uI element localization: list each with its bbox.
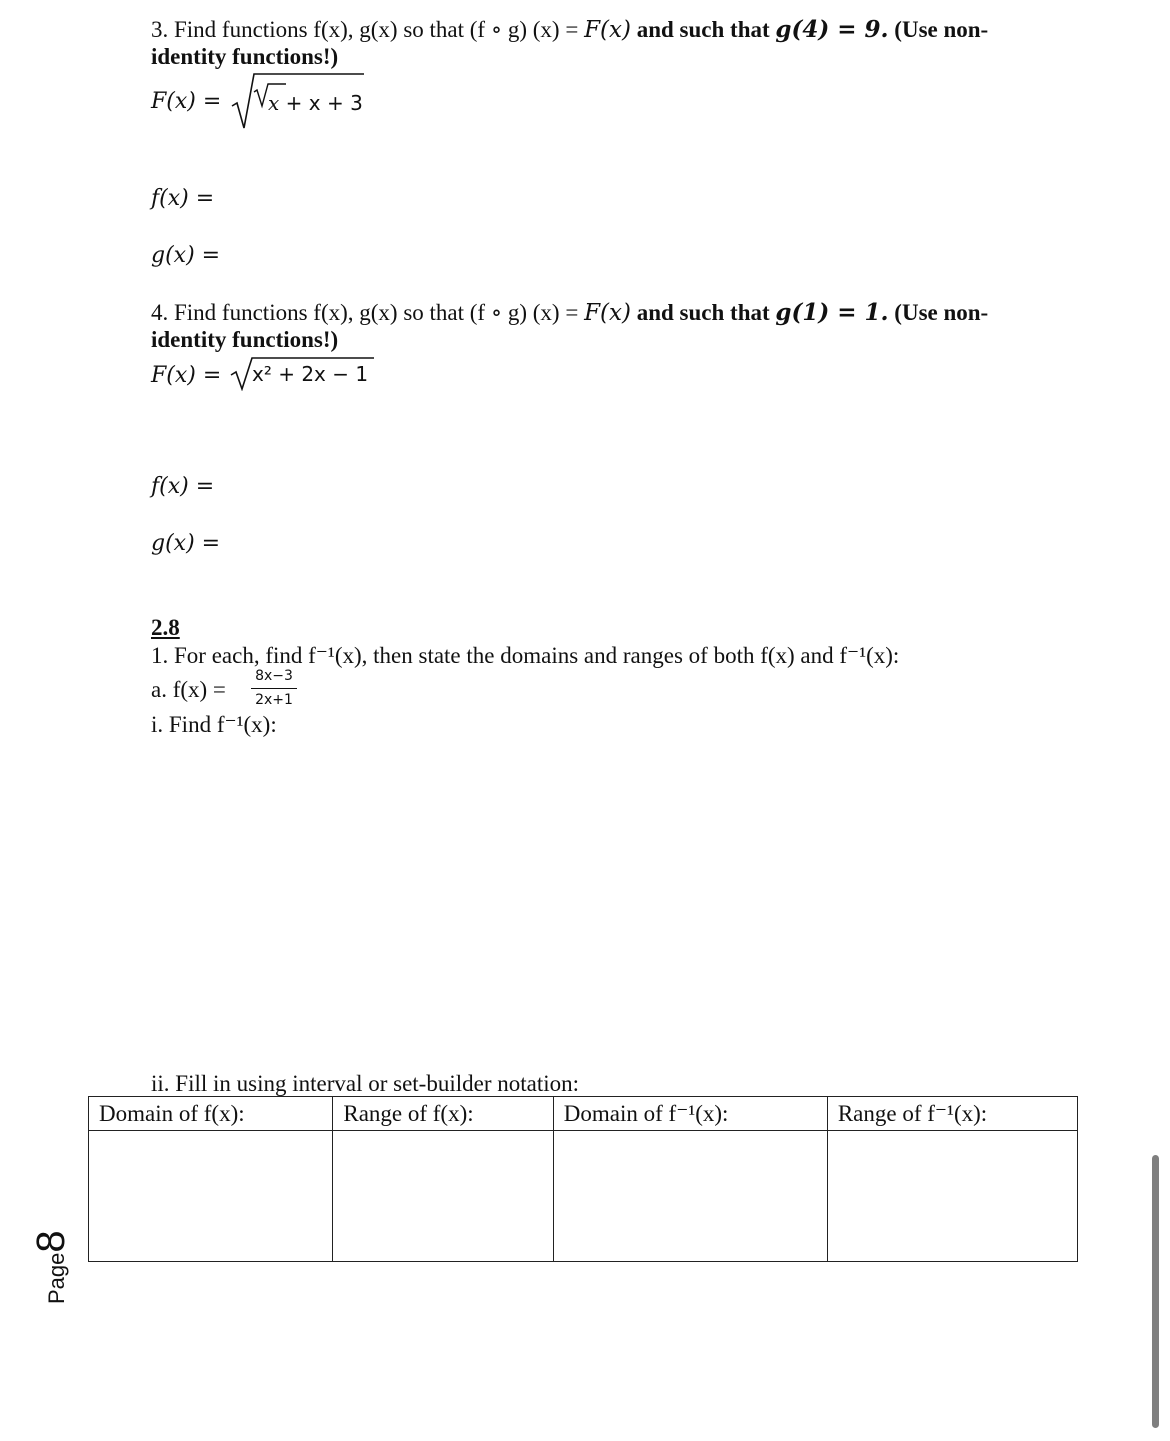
problem-3-F-label: F(x) =: [151, 89, 222, 114]
problem-4-radicand: x² + 2x − 1: [252, 362, 369, 386]
problem-4-f-label: f(x) =: [151, 474, 215, 499]
page-label: Page: [44, 1252, 69, 1304]
page-number-value: 8: [29, 1230, 73, 1253]
problem-3-F-definition: [151, 88, 221, 114]
problem-3-radicand-rest: + x + 3: [279, 91, 363, 115]
section-instruction: 1. For each, find f⁻¹(x), then state the domains and ranges of both f(x) and f⁻¹(x):: [151, 643, 900, 668]
part-i-label: i. Find f⁻¹(x):: [151, 712, 277, 737]
header-domain-f: Domain of f(x):: [89, 1097, 333, 1131]
problem-4-condition: g(1) = 1.: [775, 299, 889, 326]
problem-4-F-label: F(x) =: [151, 363, 222, 388]
problem-4-F: F(x): [584, 300, 631, 326]
answer-cell-domain-f-inverse[interactable]: [553, 1131, 827, 1262]
problem-3-g-label: g(x) =: [151, 243, 221, 268]
problem-4-use-non: (Use non-: [888, 300, 989, 325]
problem-4-F-definition: [151, 362, 221, 388]
problem-3-line-2: identity functions!): [151, 44, 339, 69]
problem-3-inner-root: x: [268, 91, 280, 115]
page-number: [29, 1230, 73, 1304]
problem-3-line-1: [151, 16, 988, 44]
problem-3-intro: 3. Find functions f(x), g(x) so that (f ∘ g) (x) =: [151, 17, 585, 42]
problem-3-F: F(x): [584, 17, 631, 43]
part-a-label: a. f(x) =: [151, 677, 226, 702]
fraction-denominator: 2x+1: [255, 692, 293, 708]
problem-3-radicand: [268, 91, 363, 115]
problem-3-condition: g(4) = 9.: [775, 16, 889, 43]
domain-range-table: [88, 1096, 1078, 1262]
header-range-f: Range of f(x):: [333, 1097, 553, 1131]
problem-3-f-label: f(x) =: [151, 186, 215, 211]
fraction-bar: [251, 688, 297, 689]
problem-4-g-label: g(x) =: [151, 531, 221, 556]
problem-4-such-that: and such that: [630, 300, 776, 325]
problem-4-line-2: identity functions!): [151, 327, 339, 352]
problem-4-intro: 4. Find functions f(x), g(x) so that (f ∘ g) (x) =: [151, 300, 585, 325]
header-domain-f-inverse: Domain of f⁻¹(x):: [553, 1097, 827, 1131]
problem-3-use-non: (Use non-: [888, 17, 989, 42]
answer-cell-range-f-inverse[interactable]: [827, 1131, 1077, 1262]
header-range-f-inverse: Range of f⁻¹(x):: [827, 1097, 1077, 1131]
fraction-numerator: 8x−3: [255, 668, 293, 684]
problem-3-such-that: and such that: [630, 17, 776, 42]
problem-4-line-1: [151, 299, 988, 327]
part-ii-label: ii. Fill in using interval or set-builder notation:: [151, 1071, 580, 1096]
vertical-scrollbar[interactable]: [1152, 1155, 1159, 1428]
section-heading: 2.8: [151, 615, 180, 640]
answer-cell-range-f[interactable]: [333, 1131, 553, 1262]
answer-cell-domain-f[interactable]: [89, 1131, 333, 1262]
